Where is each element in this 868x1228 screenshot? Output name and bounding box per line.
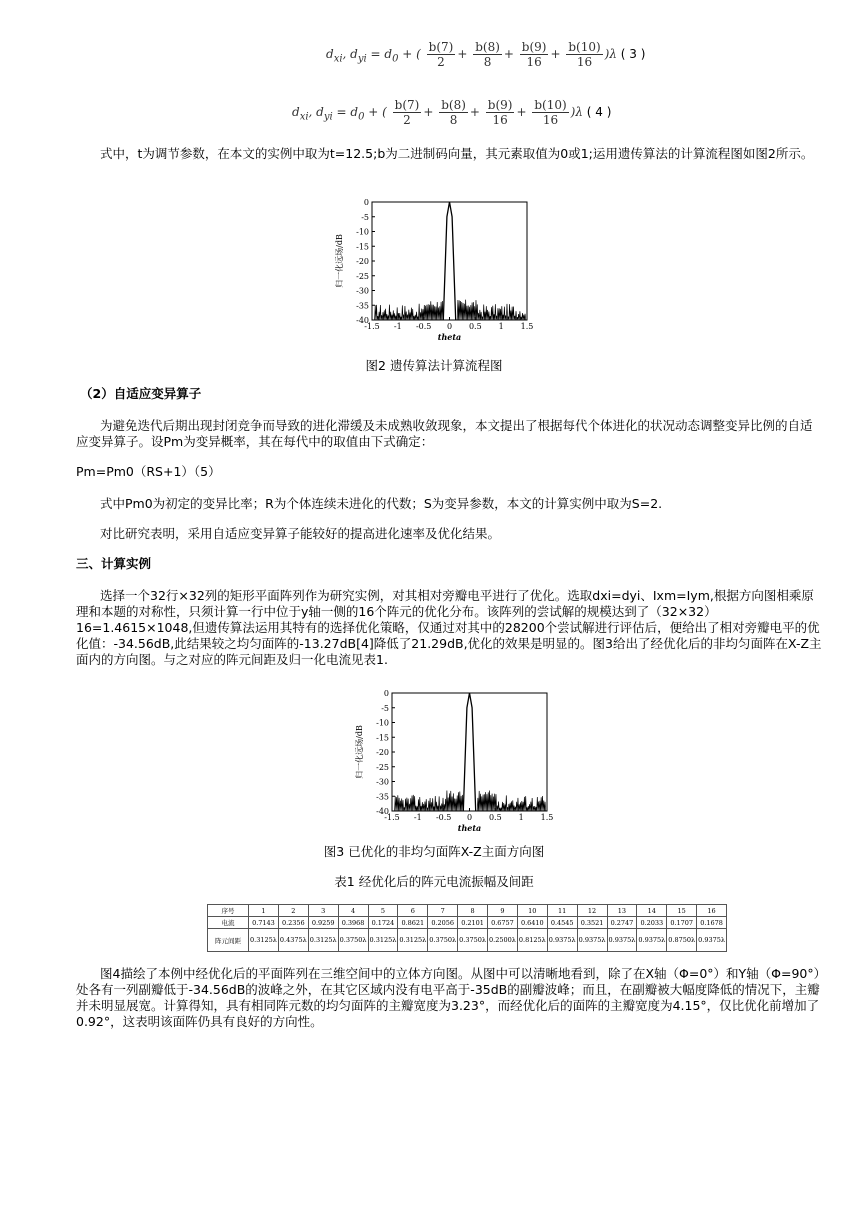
equation-3-number: ( 3 ) (620, 47, 646, 61)
y-tick-label: -35 (356, 301, 369, 311)
current-cell: 0.1724 (368, 917, 398, 929)
index-cell: 10 (517, 905, 547, 917)
index-cell: 15 (667, 905, 697, 917)
x-tick-label: -0.5 (435, 813, 452, 822)
main-lobe-line (443, 202, 455, 320)
x-tick-label: 1 (518, 813, 524, 822)
equation-4: $d_{xi}$, $d_{yi} = d_0$ + ( $\frac{b(7)}{2}$ + $\frac{b(8)}{8}$ + $\frac{b(9)}{16}$ + $\frac{b(10)}{16}$ )λ ( 4 ) (292, 98, 612, 127)
current-cell: 0.6410 (517, 917, 547, 929)
index-row-header: 序号 (208, 905, 249, 917)
y-tick-label: 0 (383, 689, 389, 698)
spacing-cell: 0.3750λ (338, 929, 368, 952)
spacing-cell: 0.3125λ (368, 929, 398, 952)
x-axis-label: theta (437, 332, 462, 342)
y-axis-label: 归一化远场/dB (355, 725, 364, 779)
y-tick-label: -30 (356, 286, 369, 296)
current-cell: 0.9259 (308, 917, 338, 929)
y-tick-label: -30 (376, 777, 389, 787)
index-cell: 13 (607, 905, 637, 917)
index-cell: 14 (637, 905, 667, 917)
y-tick-label: -40 (376, 807, 389, 816)
spacing-cell: 0.8750λ (667, 929, 697, 952)
paragraph-parameter-t: 式中，t为调节参数，在本文的实例中取为t=12.5;b为二进制码向量，其元素取值为0或1;运用遗传算法的计算流程图如图2所示。 (100, 146, 814, 161)
index-cell: 2 (278, 905, 308, 917)
paragraph-adaptive-mutation: 为避免迭代后期出现封闭竞争而导致的进化滞缓及未成熟收敛现象，本文提出了根据每代个体进化的状况动态调整变异比例的自适应变异算子。设Pm为变异概率，其在每代中的取值由下式确定： (76, 418, 813, 449)
x-tick-label: 0 (466, 813, 473, 822)
index-cell: 5 (368, 905, 398, 917)
y-tick-label: -10 (356, 227, 369, 237)
spacing-cell: 0.3750λ (428, 929, 458, 952)
spacing-cell: 0.9375λ (547, 929, 577, 952)
current-row-header: 电流 (208, 917, 249, 929)
index-cell: 8 (458, 905, 488, 917)
x-axis-label: theta (457, 823, 482, 833)
index-cell: 7 (428, 905, 458, 917)
index-cell: 9 (488, 905, 518, 917)
y-tick-label: -25 (356, 271, 369, 281)
y-tick-label: -10 (376, 718, 389, 728)
current-cell: 0.6757 (488, 917, 518, 929)
spacing-cell: 0.3125λ (308, 929, 338, 952)
current-cell: 0.2747 (607, 917, 637, 929)
y-tick-label: -25 (376, 762, 389, 772)
table-1 (207, 904, 727, 952)
formula-5: Pm=Pm0（RS+1）（5） (76, 464, 221, 479)
y-tick-label: -5 (381, 703, 389, 713)
spacing-cell: 0.2500λ (488, 929, 518, 952)
x-tick-label: 1.5 (540, 813, 554, 822)
current-cell: 0.3968 (338, 917, 368, 929)
spacing-cell: 0.3125λ (398, 929, 428, 952)
paragraph-3d-pattern: 图4描绘了本例中经优化后的平面阵列在三维空间中的立体方向图。从图中可以清晰地看到，除了在X轴（Φ=0°）和Y轴（Φ=90°）处各有一列副瓣低于-34.56dB的波峰之外，在其它区域内没有电平高于-35dB的副瓣波峰；而且，在副瓣被大幅度降低的情况下，主瓣并未明显展宽。计算得知，具有相同阵元数的均匀面阵的主瓣宽度为3.23°，而经优化后的面阵的主瓣宽度为4.15°，仅比优化前增加了0.92°，这表明该面阵仍具有良好的方向性。 (76, 966, 820, 1029)
y-tick-label: -40 (356, 316, 369, 325)
figure-3-caption: 图3 已优化的非均匀面阵X-Z主面方向图 (323, 844, 545, 859)
y-axis-label: 归一化远场/dB (335, 234, 344, 288)
current-cell: 0.4545 (547, 917, 577, 929)
side-lobes (375, 300, 526, 320)
table-header-row (208, 905, 727, 917)
index-cell: 4 (338, 905, 368, 917)
y-tick-label: -35 (376, 792, 389, 802)
index-cell: 6 (398, 905, 428, 917)
heading-adaptive-mutation: （2）自适应变异算子 (80, 386, 202, 401)
spacing-cell: 0.9375λ (637, 929, 667, 952)
main-lobe-line (463, 693, 475, 811)
y-tick-label: -15 (356, 242, 369, 252)
y-tick-label: -15 (376, 733, 389, 743)
current-cell: 0.2356 (278, 917, 308, 929)
figure-2-chart (330, 192, 540, 344)
paragraph-example: 选择一个32行×32列的矩形平面阵列作为研究实例，对其相对旁瓣电平进行了优化。选取dxi=dyi、Ixm=Iym,根据方向图相乘原理和本题的对称性，只须计算一行中位于y轴一侧的16个阵元的优化分布。该阵列的尝试解的规模达到了（32×32）16=1.4615×1048,但遗传算法运用其特有的选择优化策略，仅通过对其中的28200个尝试解进行评估后，便给出了相对旁瓣电平的优化值：-34.56dB,此结果较之均匀面阵的-13.27dB[4]降低了21.29dB,优化的效果是明显的。图3给出了经优化后的非均匀面阵在X-Z主面内的方向图。与之对应的阵元间距及归一化电流见表1. (76, 588, 822, 667)
index-cell: 1 (249, 905, 279, 917)
paragraph-pm0: 式中Pm0为初定的变异比率；R为个体连续未进化的代数；S为变异参数，本文的计算实例中取为S=2. (100, 496, 663, 511)
spacing-cell: 0.3125λ (249, 929, 279, 952)
paragraph-comparison: 对比研究表明，采用自适应变异算子能较好的提高进化速率及优化结果。 (100, 526, 501, 541)
plot-frame (372, 202, 527, 320)
side-lobes (395, 791, 546, 811)
x-tick-label: -0.5 (415, 322, 432, 331)
spacing-cell: 0.9375λ (607, 929, 637, 952)
x-tick-label: -1.5 (364, 322, 380, 331)
x-tick-label: 0 (446, 322, 453, 331)
index-cell: 3 (308, 905, 338, 917)
equation-4-number: ( 4 ) (586, 105, 612, 119)
current-cell: 0.1707 (667, 917, 697, 929)
heading-section-3: 三、计算实例 (76, 556, 152, 571)
spacing-cell: 0.9375λ (577, 929, 607, 952)
current-cell: 0.8621 (398, 917, 428, 929)
index-cell: 16 (697, 905, 727, 917)
equation-3: $d_{xi}$, $d_{yi} = d_0$ + ( $\frac{b(7)}{2}$ + $\frac{b(8)}{8}$ + $\frac{b(9)}{16}$ + $\frac{b(10)}{16}$ )λ ( 3 ) (326, 40, 646, 69)
x-tick-label: 1 (498, 322, 504, 331)
y-tick-label: -5 (361, 212, 369, 222)
x-tick-label: 0.5 (468, 322, 482, 331)
table-row-current (208, 917, 727, 929)
current-cell: 0.2101 (458, 917, 488, 929)
y-tick-label: -20 (376, 748, 389, 757)
current-cell: 0.7143 (249, 917, 279, 929)
spacing-cell: 0.8125λ (517, 929, 547, 952)
index-cell: 11 (547, 905, 577, 917)
spacing-cell: 0.3750λ (458, 929, 488, 952)
spacing-row-header: 阵元间距 (208, 929, 249, 952)
index-cell: 12 (577, 905, 607, 917)
current-cell: 0.2033 (637, 917, 667, 929)
x-tick-label: -1 (413, 813, 422, 822)
plot-frame (392, 693, 547, 811)
x-tick-label: 1.5 (520, 322, 534, 331)
current-cell: 0.2056 (428, 917, 458, 929)
current-cell: 0.1678 (697, 917, 727, 929)
y-tick-label: 0 (363, 198, 369, 207)
figure-2-caption: 图2 遗传算法计算流程图 (365, 358, 503, 373)
y-tick-label: -20 (356, 257, 369, 266)
spacing-cell: 0.4375λ (278, 929, 308, 952)
table-1-caption: 表1 经优化后的阵元电流振幅及间距 (334, 874, 534, 889)
table-row-spacing (208, 929, 727, 952)
spacing-cell: 0.9375λ (697, 929, 727, 952)
x-tick-label: -1.5 (384, 813, 400, 822)
x-tick-label: 0.5 (488, 813, 502, 822)
figure-3-chart (350, 683, 560, 833)
current-cell: 0.3521 (577, 917, 607, 929)
x-tick-label: -1 (393, 322, 402, 331)
